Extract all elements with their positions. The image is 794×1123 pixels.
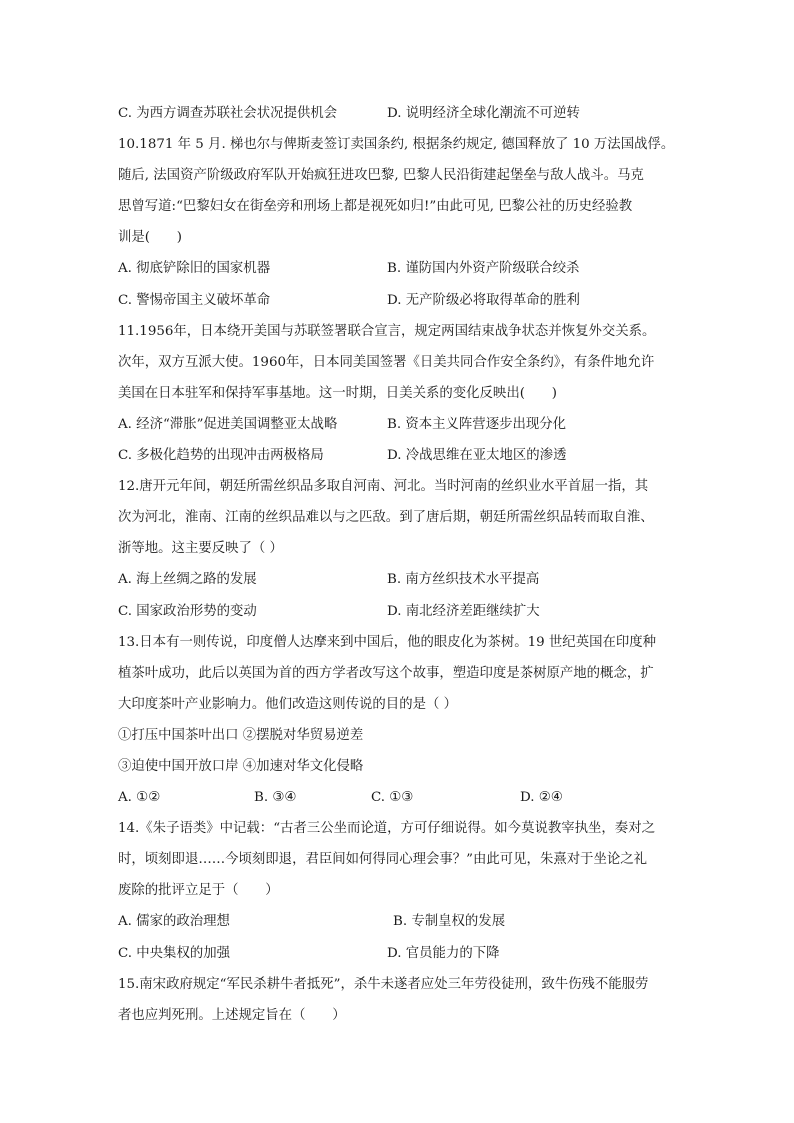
q12-option-b[interactable]: B. 南方丝织技术水平提高 (387, 572, 540, 588)
q11-stem-line: 次年，双方互派大使。1960年，日本同美国签署《日美共同合作安全条约》，有条件地允许 (118, 354, 655, 370)
q13-option-a[interactable]: A. ①② (118, 790, 161, 806)
q10-stem-line: 训是( ) (118, 230, 183, 246)
q12-option-c[interactable]: C. 国家政治形势的变动 (118, 603, 257, 619)
q9-option-c[interactable]: C. 为西方调查苏联社会状况提供机会 (118, 106, 338, 121)
q10-option-d[interactable]: D. 无产阶级必将取得革命的胜利 (387, 292, 580, 308)
q10-stem-line: 思曾写道:“巴黎妇女在街垒旁和刑场上都是视死如归!”由此可见, 巴黎公社的历史经验教 (118, 199, 633, 215)
q10-options-row-cd (118, 285, 680, 316)
q11-options-row-cd (118, 440, 680, 471)
q13-option-c[interactable]: C. ①③ (371, 790, 414, 806)
q12-stem-line: 12.唐开元年间，朝廷所需丝织品多取自河南、河北。当时河南的丝织业水平首屈一指，其 (118, 479, 649, 495)
q12-option-d[interactable]: D. 南北经济差距继续扩大 (387, 603, 540, 619)
q15-stem-line: 15.南宋政府规定“军民杀耕牛者抵死”，杀牛未遂者应处三年劳役徒刑，致牛伤残不能服劳 (118, 976, 649, 992)
q10-stem-line: 10.1871 年 5 月. 梯也尔与俾斯麦签订卖国条约, 根据条约规定, 德国释放了 10 万法国战俘。 (118, 137, 675, 153)
question-13 (118, 627, 680, 814)
q14-options-row-cd (118, 938, 680, 969)
q14-option-b[interactable]: B. 专制皇权的发展 (393, 914, 506, 930)
q14-option-a[interactable]: A. 儒家的政治理想 (118, 914, 230, 930)
q11-option-a[interactable]: A. 经济“滞胀”促进美国调整亚太战略 (118, 416, 338, 432)
q12-stem-line: 次为河北，淮南、江南的丝织品难以与之匹敌。到了唐后期，朝廷所需丝织品转而取自淮、 (118, 510, 654, 526)
q11-option-b[interactable]: B. 资本主义阵营逐步出现分化 (387, 416, 567, 432)
q10-option-a[interactable]: A. 彻底铲除旧的国家机器 (118, 261, 271, 277)
q10-option-b[interactable]: B. 谨防国内外资产阶级联合绞杀 (387, 261, 580, 277)
q9-options-row-cd (118, 98, 680, 129)
q14-stem-line: 14.《朱子语类》中记载：“古者三公坐而论道，方可仔细说得。如今莫说教宰执坐，奏对之 (118, 821, 655, 837)
q13-stem-line: 大印度茶叶产业影响力。他们改造这则传说的目的是（ ） (118, 696, 458, 712)
q12-option-a[interactable]: A. 海上丝绸之路的发展 (118, 572, 257, 588)
q12-stem-line: 浙等地。这主要反映了（ ） (118, 541, 283, 557)
q12-options-row-cd (118, 596, 680, 627)
q13-options-row (118, 782, 680, 813)
q15-stem-line: 者也应判死刑。上述规定旨在（ ） (118, 1007, 346, 1023)
q13-stem-line: 植茶叶成功，此后以英国为首的西方学者改写这个故事，塑造印度是茶树原产地的概念，扩 (118, 665, 654, 681)
q10-option-c[interactable]: C. 警惕帝国主义破坏革命 (118, 292, 271, 308)
q14-options-row-ab (118, 906, 680, 937)
question-10 (118, 129, 680, 316)
exam-page (118, 98, 680, 1031)
q11-option-c[interactable]: C. 多极化趋势的出现冲击两极格局 (118, 448, 324, 464)
q11-stem-line: 11.1956年，日本绕开美国与苏联签署联合宣言，规定两国结束战争状态并恢复外交关系。 (118, 323, 656, 339)
q14-option-c[interactable]: C. 中央集权的加强 (118, 945, 231, 961)
q11-stem-line: 美国在日本驻军和保持军事基地。这一时期，日美关系的变化反映出( ) (118, 385, 557, 401)
q11-options-row-ab (118, 409, 680, 440)
q13-statement-line: ①打压中国茶叶出口 ②摆脱对华贸易逆差 (118, 727, 364, 743)
q10-stem-line: 随后, 法国资产阶级政府军队开始疯狂进攻巴黎, 巴黎人民沿街建起堡垒与敌人战斗。马克 (118, 168, 644, 184)
question-11 (118, 316, 680, 471)
q14-stem-line: 时，顷刻即退……今顷刻即退，君臣间如何得同心理会事？”由此可见，朱熹对于坐论之礼 (118, 852, 648, 868)
q9-option-d[interactable]: D. 说明经济全球化潮流不可逆转 (387, 106, 580, 121)
q14-stem-line: 废除的批评立足于（ ） (118, 883, 279, 899)
question-12 (118, 471, 680, 626)
question-14 (118, 813, 680, 968)
question-15 (118, 969, 680, 1031)
q11-option-d[interactable]: D. 冷战思维在亚太地区的渗透 (387, 448, 567, 464)
q12-options-row-ab (118, 564, 680, 595)
q13-option-d[interactable]: D. ②④ (520, 790, 563, 806)
q13-stem-line: 13.日本有一则传说，印度僧人达摩来到中国后，他的眼皮化为茶树。19 世纪英国在印度种 (118, 634, 657, 650)
q14-option-d[interactable]: D. 官员能力的下降 (387, 945, 500, 961)
q13-option-b[interactable]: B. ③④ (254, 790, 297, 806)
q13-statement-line: ③迫使中国开放口岸 ④加速对华文化侵略 (118, 758, 364, 774)
q10-options-row-ab (118, 253, 680, 284)
